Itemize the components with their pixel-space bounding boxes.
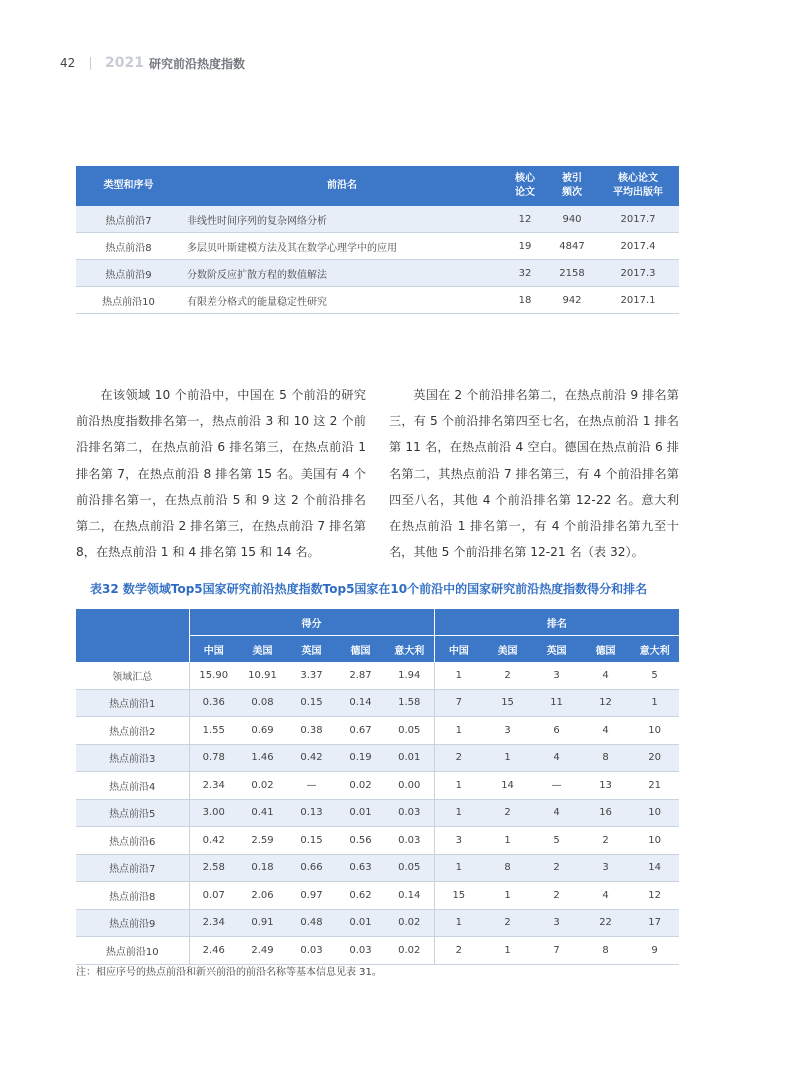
rank-cell: 1 (483, 827, 532, 855)
table-row (76, 662, 679, 689)
front-type-cell: 热点前沿9 (76, 260, 181, 287)
rank-cell: 7 (532, 937, 581, 965)
table-row (76, 744, 679, 772)
rank-cell: — (532, 772, 581, 800)
body-text-left (76, 382, 366, 565)
rank-cell: 1 (483, 937, 532, 965)
avg-year-cell: 2017.3 (597, 260, 679, 287)
score-rank-table (76, 609, 679, 965)
score-cell: 0.97 (287, 882, 336, 910)
rank-cell: 11 (532, 689, 581, 717)
front-type-cell: 热点前沿10 (76, 287, 181, 314)
row-label-cell: 热点前沿9 (76, 909, 189, 937)
rank-cell: 21 (630, 772, 679, 800)
score-cell: 2.59 (238, 827, 287, 855)
score-cell: 0.91 (238, 909, 287, 937)
table-caption: 表32 数学领域Top5国家研究前沿热度指数Top5国家在10个前沿中的国家研究前沿热度指数得分和排名 (90, 582, 648, 596)
rank-cell: 3 (581, 854, 630, 882)
score-cell: 2.46 (189, 937, 238, 965)
score-cell: 0.03 (336, 937, 385, 965)
rank-cell: 3 (532, 909, 581, 937)
score-group-header: 得分 (189, 609, 434, 636)
avg-year-cell: 2017.7 (597, 206, 679, 233)
rank-cell: 10 (630, 827, 679, 855)
body-text-right (389, 382, 679, 565)
score-cell: 0.19 (336, 744, 385, 772)
table-row (76, 689, 679, 717)
col-year-header: 核心论文 平均出版年 (597, 166, 679, 206)
rank-cell: 10 (630, 799, 679, 827)
frontier-info-table (76, 166, 679, 314)
rank-cell: 1 (483, 882, 532, 910)
score-country-header: 意大利 (385, 636, 434, 663)
rank-cell: 2 (483, 909, 532, 937)
rank-cell: 2 (434, 744, 483, 772)
score-cell: 0.02 (385, 909, 434, 937)
score-cell: 2.06 (238, 882, 287, 910)
table-row (76, 772, 679, 800)
rank-cell: 1 (434, 799, 483, 827)
table-header-row (76, 166, 679, 206)
row-label-cell: 热点前沿2 (76, 717, 189, 745)
rank-cell: 8 (581, 744, 630, 772)
header-divider (90, 57, 91, 70)
row-label-cell: 热点前沿4 (76, 772, 189, 800)
citations-cell: 2158 (547, 260, 597, 287)
table-row (76, 882, 679, 910)
rank-cell: 3 (483, 717, 532, 745)
rank-cell: 1 (434, 909, 483, 937)
score-cell: 0.08 (238, 689, 287, 717)
score-cell: 0.42 (287, 744, 336, 772)
rank-cell: 6 (532, 717, 581, 745)
front-type-cell: 热点前沿8 (76, 233, 181, 260)
rank-cell: 12 (581, 689, 630, 717)
header-year: 2021 (105, 55, 144, 71)
core-papers-cell: 32 (503, 260, 547, 287)
core-papers-cell: 19 (503, 233, 547, 260)
score-cell: 0.69 (238, 717, 287, 745)
front-type-cell: 热点前沿7 (76, 206, 181, 233)
rank-cell: 5 (630, 662, 679, 689)
rank-cell: 7 (434, 689, 483, 717)
score-country-header: 德国 (336, 636, 385, 663)
col-front-header: 前沿名 (181, 166, 503, 206)
rank-cell: 4 (581, 882, 630, 910)
score-country-header: 英国 (287, 636, 336, 663)
row-label-cell: 热点前沿1 (76, 689, 189, 717)
table-row (76, 909, 679, 937)
score-cell: 0.15 (287, 689, 336, 717)
table-row (76, 287, 679, 314)
row-label-cell: 热点前沿6 (76, 827, 189, 855)
front-name-cell: 分数阶反应扩散方程的数值解法 (181, 260, 503, 287)
score-cell: 0.15 (287, 827, 336, 855)
front-name-cell: 非线性时间序列的复杂网络分析 (181, 206, 503, 233)
col-core-header: 核心 论文 (503, 166, 547, 206)
group-header-row (76, 609, 679, 636)
table-row (76, 233, 679, 260)
score-cell: — (287, 772, 336, 800)
score-cell: 0.14 (336, 689, 385, 717)
score-cell: 0.03 (385, 799, 434, 827)
score-cell: 0.66 (287, 854, 336, 882)
table-row (76, 260, 679, 287)
rank-cell: 8 (581, 937, 630, 965)
score-cell: 0.48 (287, 909, 336, 937)
col-type-header: 类型和序号 (76, 166, 181, 206)
table-row (76, 854, 679, 882)
rank-cell: 1 (630, 689, 679, 717)
rank-cell: 4 (532, 744, 581, 772)
score-cell: 3.00 (189, 799, 238, 827)
score-cell: 0.03 (287, 937, 336, 965)
rank-cell: 1 (434, 854, 483, 882)
row-label-cell: 领域汇总 (76, 662, 189, 689)
row-label-cell: 热点前沿7 (76, 854, 189, 882)
rank-country-header: 德国 (581, 636, 630, 663)
score-cell: 0.01 (336, 909, 385, 937)
rank-cell: 4 (532, 799, 581, 827)
score-cell: 0.18 (238, 854, 287, 882)
core-papers-cell: 18 (503, 287, 547, 314)
citations-cell: 942 (547, 287, 597, 314)
rank-cell: 17 (630, 909, 679, 937)
rank-country-header: 意大利 (630, 636, 679, 663)
citations-cell: 4847 (547, 233, 597, 260)
rank-cell: 1 (434, 772, 483, 800)
rank-cell: 2 (483, 799, 532, 827)
score-cell: 0.38 (287, 717, 336, 745)
rank-cell: 13 (581, 772, 630, 800)
row-label-header (76, 609, 189, 662)
rank-cell: 4 (581, 662, 630, 689)
score-cell: 0.03 (385, 827, 434, 855)
paragraph-right: 英国在 2 个前沿排名第二，在热点前沿 9 排名第三，有 5 个前沿排名第四至七名，在热点前沿 1 排名第 11 名，在热点前沿 4 空白。德国在热点前沿 6 排名第二，其热点前沿 7 排名第三，有 4 个前沿排名第四至八名，其他 4 个前沿排名第 12-22 名。意大利在热点前沿 1 排名第一，有 4 个前沿排名第九至十名，其他 5 个前沿排名第 12-21 名（表 32）。 (389, 388, 679, 560)
score-cell: 1.55 (189, 717, 238, 745)
score-cell: 0.00 (385, 772, 434, 800)
avg-year-cell: 2017.1 (597, 287, 679, 314)
score-cell: 3.37 (287, 662, 336, 689)
score-cell: 0.42 (189, 827, 238, 855)
core-papers-cell: 12 (503, 206, 547, 233)
score-cell: 0.02 (336, 772, 385, 800)
score-cell: 0.02 (238, 772, 287, 800)
rank-cell: 1 (434, 717, 483, 745)
rank-cell: 3 (434, 827, 483, 855)
score-cell: 0.78 (189, 744, 238, 772)
page-header (60, 54, 245, 72)
rank-cell: 2 (434, 937, 483, 965)
rank-cell: 2 (483, 662, 532, 689)
rank-cell: 2 (532, 882, 581, 910)
avg-year-cell: 2017.4 (597, 233, 679, 260)
score-cell: 0.05 (385, 854, 434, 882)
row-label-cell: 热点前沿8 (76, 882, 189, 910)
paragraph-left: 在该领域 10 个前沿中，中国在 5 个前沿的研究前沿热度指数排名第一，热点前沿 3 和 10 这 2 个前沿排名第二，在热点前沿 6 排名第三，在热点前沿 1 排名第 7，在热点前沿 8 排名第 15 名。美国有 4 个前沿排名第一，在热点前沿 5 和 9 这 2 个前沿排名第二，在热点前沿 2 排名第三，在热点前沿 7 排名第 8，在热点前沿 1 和 4 排名第 15 和 14 名。 (76, 388, 366, 560)
score-cell: 0.13 (287, 799, 336, 827)
rank-group-header: 排名 (434, 609, 679, 636)
score-cell: 0.56 (336, 827, 385, 855)
score-country-header: 美国 (238, 636, 287, 663)
table-row (76, 717, 679, 745)
rank-cell: 1 (483, 744, 532, 772)
score-cell: 0.05 (385, 717, 434, 745)
front-name-cell: 有限差分格式的能量稳定性研究 (181, 287, 503, 314)
score-cell: 2.34 (189, 909, 238, 937)
table-row (76, 206, 679, 233)
rank-cell: 14 (483, 772, 532, 800)
header-title: 研究前沿热度指数 (148, 56, 245, 71)
score-cell: 1.46 (238, 744, 287, 772)
page-number: 42 (60, 56, 76, 70)
score-cell: 15.90 (189, 662, 238, 689)
rank-cell: 3 (532, 662, 581, 689)
rank-country-header: 美国 (483, 636, 532, 663)
row-label-cell: 热点前沿5 (76, 799, 189, 827)
score-cell: 2.58 (189, 854, 238, 882)
score-cell: 0.14 (385, 882, 434, 910)
rank-cell: 15 (483, 689, 532, 717)
rank-cell: 22 (581, 909, 630, 937)
score-cell: 0.63 (336, 854, 385, 882)
rank-cell: 4 (581, 717, 630, 745)
rank-cell: 12 (630, 882, 679, 910)
rank-cell: 15 (434, 882, 483, 910)
score-cell: 0.02 (385, 937, 434, 965)
score-cell: 0.07 (189, 882, 238, 910)
score-cell: 0.36 (189, 689, 238, 717)
rank-cell: 2 (532, 854, 581, 882)
table-row (76, 799, 679, 827)
table-note: 注：相应序号的热点前沿和新兴前沿的前沿名称等基本信息见表 31。 (76, 967, 382, 978)
citations-cell: 940 (547, 206, 597, 233)
score-cell: 0.62 (336, 882, 385, 910)
rank-cell: 20 (630, 744, 679, 772)
score-cell: 10.91 (238, 662, 287, 689)
table-row (76, 827, 679, 855)
rank-cell: 9 (630, 937, 679, 965)
col-cited-header: 被引 频次 (547, 166, 597, 206)
score-cell: 2.34 (189, 772, 238, 800)
score-cell: 1.58 (385, 689, 434, 717)
score-cell: 0.01 (385, 744, 434, 772)
score-country-header: 中国 (189, 636, 238, 663)
table-row (76, 937, 679, 965)
score-cell: 0.41 (238, 799, 287, 827)
front-name-cell: 多层贝叶斯建模方法及其在数学心理学中的应用 (181, 233, 503, 260)
rank-cell: 14 (630, 854, 679, 882)
rank-cell: 16 (581, 799, 630, 827)
rank-country-header: 中国 (434, 636, 483, 663)
score-cell: 2.87 (336, 662, 385, 689)
score-cell: 0.67 (336, 717, 385, 745)
score-cell: 2.49 (238, 937, 287, 965)
rank-cell: 2 (581, 827, 630, 855)
rank-country-header: 英国 (532, 636, 581, 663)
rank-cell: 10 (630, 717, 679, 745)
row-label-cell: 热点前沿10 (76, 937, 189, 965)
rank-cell: 8 (483, 854, 532, 882)
rank-cell: 1 (434, 662, 483, 689)
row-label-cell: 热点前沿3 (76, 744, 189, 772)
rank-cell: 5 (532, 827, 581, 855)
score-cell: 1.94 (385, 662, 434, 689)
score-cell: 0.01 (336, 799, 385, 827)
